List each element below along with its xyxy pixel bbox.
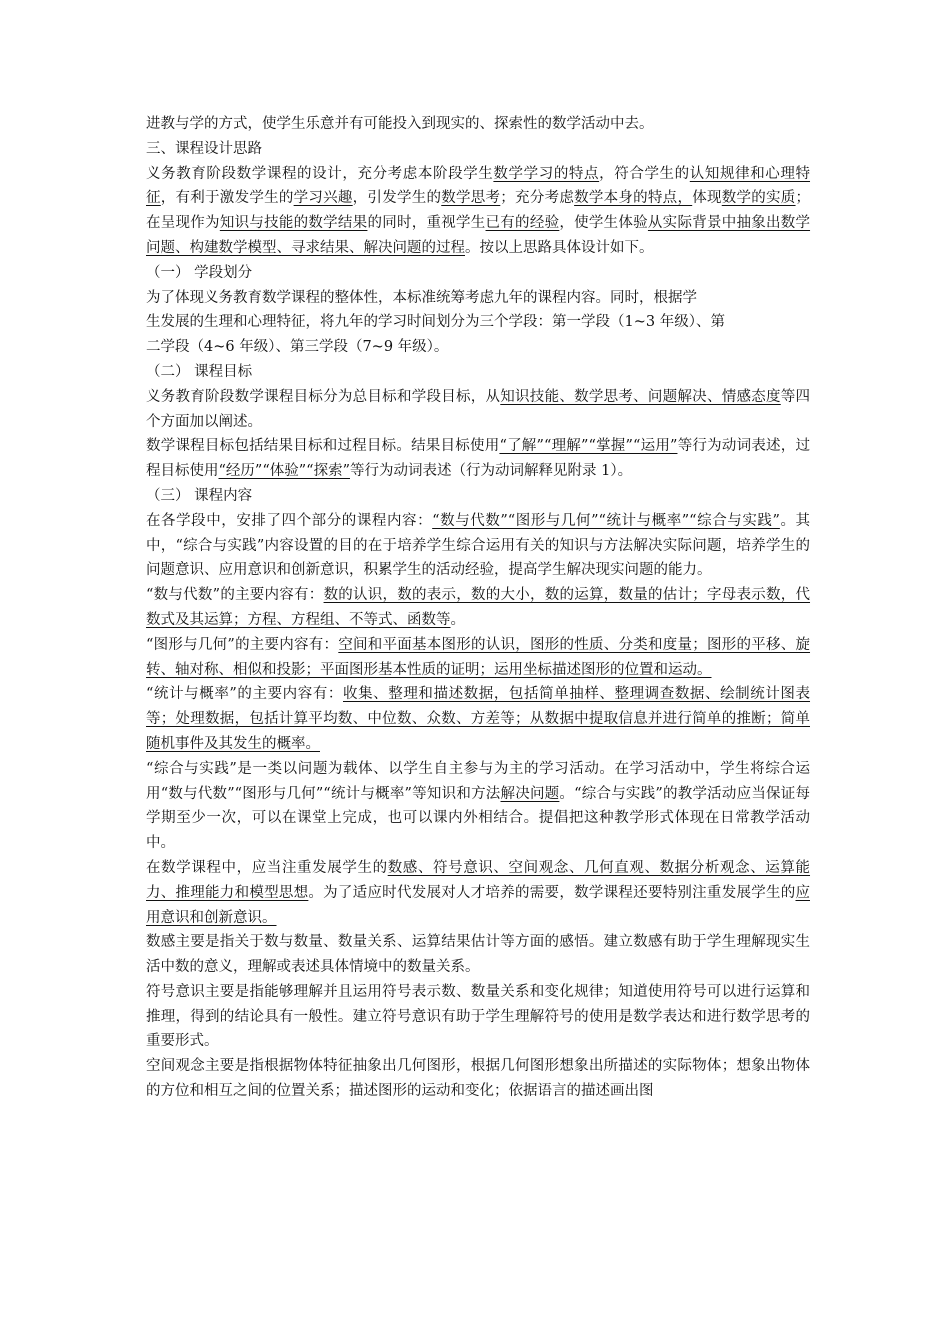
text-segment: ；在呈现作为 xyxy=(146,190,811,232)
underlined-text: 知识技能、数学思考、问题解决、情感态度 xyxy=(500,388,781,405)
text-segment: ，符合学生的 xyxy=(599,165,690,182)
paragraph-p-spatial xyxy=(146,1054,810,1104)
underlined-text: 应用意识和创新意识。 xyxy=(146,884,810,926)
text-segment: 等行为动词表述（行为动词解释见附录 1）。 xyxy=(349,463,633,480)
paragraph-h-content xyxy=(146,484,810,509)
paragraph-h-goals xyxy=(146,360,810,385)
text-line: 为了体现义务教育数学课程的整体性，本标准统筹考虑九年的课程内容。同时，根据学 xyxy=(146,289,697,306)
text-segment: 数感主要是指关于数与数量、数量关系、运算结果估计等方面的感悟。建立数感有助于学生理解现实生活中数的意义，理解或表述具体情境中的数量关系。 xyxy=(146,934,810,976)
text-segment: （二） 课程目标 xyxy=(146,363,253,380)
underlined-text: 空间和平面基本图形的认识，图形的性质、分类和度量；图形的平移、旋转、轴对称、相似和投影；平面图形基本性质的证明；运用坐标描述图形的位置和运动。 xyxy=(146,636,811,678)
paragraph-p-content-1 xyxy=(146,509,810,583)
document-body xyxy=(146,112,810,1104)
paragraph-p-statistics xyxy=(146,682,810,756)
underlined-text: “了解”“理解”“掌握”“运用” xyxy=(499,438,678,455)
text-segment: 等行为动词表述，过程目标使用 xyxy=(146,438,811,480)
text-segment: 。按以上思路具体设计如下。 xyxy=(465,239,654,256)
underlined-text: “数与代数”“图形与几何”“统计与概率”“综合与实践” xyxy=(432,512,780,529)
text-segment: 空间观念主要是指根据物体特征抽象出几何图形，根据几何图形想象出所描述的实际物体；想象出物体的方位和相互之间的位置关系；描述图形的运动和变化；依据语言的描述画出图 xyxy=(146,1058,810,1100)
paragraph-p-intro-tail xyxy=(146,112,810,137)
text-segment: 在各学段中，安排了四个部分的课程内容： xyxy=(146,512,433,529)
text-segment: 三、课程设计思路 xyxy=(146,140,262,157)
text-segment: 符号意识主要是指能够理解并且运用符号表示数、数量关系和变化规律；知道使用符号可以进行运算和推理，得到的结论具有一般性。建立符号意识有助于学生理解符号的使用是数学表达和进行数学思考的重要形式。 xyxy=(146,983,810,1050)
underlined-text: 认知规律和心理特征 xyxy=(146,165,811,207)
underlined-text: 知识与技能的数学结果 xyxy=(219,215,368,232)
underlined-text: 学习兴趣 xyxy=(293,190,353,207)
paragraph-p-number-sense xyxy=(146,930,810,980)
paragraph-h-section-3 xyxy=(146,137,810,162)
underlined-text: 从实际背景中抽象出数学问题、构建数学模型、寻求结果、解决问题的过程 xyxy=(146,215,811,256)
underlined-text: 数感、符号意识、空间观念、几何直观、数据分析观念、运算能力、推理能力和模型思想 xyxy=(146,859,811,901)
text-segment: 。其中，“综合与实践”内容设置的目的在于培养学生综合运用有关的知识与方法解决实际问题，培养学生的问题意识、应用意识和创新意识，积累学生的活动经验，提高学生解决现实问题的能力。 xyxy=(146,512,811,579)
text-segment: “图形与几何”的主要内容有： xyxy=(146,636,339,653)
text-segment: ，使学生体验 xyxy=(559,215,648,232)
paragraph-p-design xyxy=(146,162,810,261)
text-segment: “综合与实践”是一类以问题为载体、以学生自主参与为主的学习活动。在学习活动中，学生将综合运用“数与代数”“图形与几何”“统计与概率”等知识和方法 xyxy=(146,760,810,802)
underlined-text: 数学学习的特点 xyxy=(493,165,600,182)
paragraph-h-stage xyxy=(146,261,810,286)
text-segment: 进教与学的方式，使学生乐意并有可能投入到现实的、探索性的数学活动中去。 xyxy=(146,116,654,132)
underlined-text: 收集、整理和描述数据，包括简单抽样、整理调查数据、绘制统计图表等；处理数据，包括计算平均数、中位数、众数、方差等；从数据中提取信息并进行简单的推断；简单随机事件及其发生的概率。 xyxy=(146,686,811,752)
text-segment: 义务教育阶段数学课程目标分为总目标和学段目标，从 xyxy=(146,388,501,405)
paragraph-p-number-algebra xyxy=(146,583,810,633)
text-segment: ；充分考虑 xyxy=(500,190,575,207)
text-segment: “数与代数”的主要内容有： xyxy=(146,587,324,604)
text-line: 生发展的生理和心理特征，将九年的学习时间划分为三个学段：第一学段（1~3 年级）、第 xyxy=(146,314,725,331)
text-segment: （三） 课程内容 xyxy=(146,487,253,504)
paragraph-p-geometry xyxy=(146,633,810,683)
paragraph-p-stage xyxy=(146,286,810,360)
paragraph-p-goals-1 xyxy=(146,385,810,435)
text-line: 二学段（4~6 年级）、第三学段（7~9 年级）。 xyxy=(146,339,449,356)
text-segment: ，有利于激发学生的 xyxy=(160,190,294,207)
text-segment: ，引发学生的 xyxy=(352,190,442,207)
paragraph-p-goals-2 xyxy=(146,434,810,484)
text-segment: “统计与概率”的主要内容有： xyxy=(146,686,343,703)
text-segment: 。为了适应时代发展对人才培养的需要，数学课程还要特别注重发展学生的 xyxy=(308,884,796,901)
text-segment: 的同时，重视学生 xyxy=(367,215,486,232)
paragraph-p-key-ideas xyxy=(146,856,810,930)
text-segment: 等四个方面加以阐述。 xyxy=(146,388,811,430)
text-segment: 在数学课程中，应当注重发展学生的 xyxy=(146,859,388,876)
text-segment: 。“综合与实践”的教学活动应当保证每学期至少一次，可以在课堂上完成，也可以课内外相结合。提倡把这种教学形式体现在日常教学活动中。 xyxy=(146,785,810,852)
underlined-text: 数的认识，数的表示，数的大小，数的运算，数量的估计；字母表示数，代数式及其运算；方程、方程组、不等式、函数等 xyxy=(146,587,811,628)
underlined-text: “经历”“体验”“探索” xyxy=(218,463,350,480)
paragraph-p-practice xyxy=(146,757,810,856)
underlined-text: 已有的经验 xyxy=(485,215,560,232)
text-segment: 数学课程目标包括结果目标和过程目标。结果目标使用 xyxy=(146,438,500,455)
underlined-text: 数学本身的特点， xyxy=(574,190,693,207)
paragraph-p-symbol-sense xyxy=(146,980,810,1054)
underlined-text: 解决问题 xyxy=(500,785,560,802)
underlined-text: 数学思考 xyxy=(441,190,501,207)
text-segment: 。 xyxy=(450,611,465,628)
text-segment: 义务教育阶段数学课程的设计，充分考虑本阶段学生 xyxy=(146,165,494,182)
text-segment: （一） 学段划分 xyxy=(146,264,253,281)
underlined-text: 数学的实质 xyxy=(721,190,796,207)
text-segment: 体现 xyxy=(692,190,722,207)
